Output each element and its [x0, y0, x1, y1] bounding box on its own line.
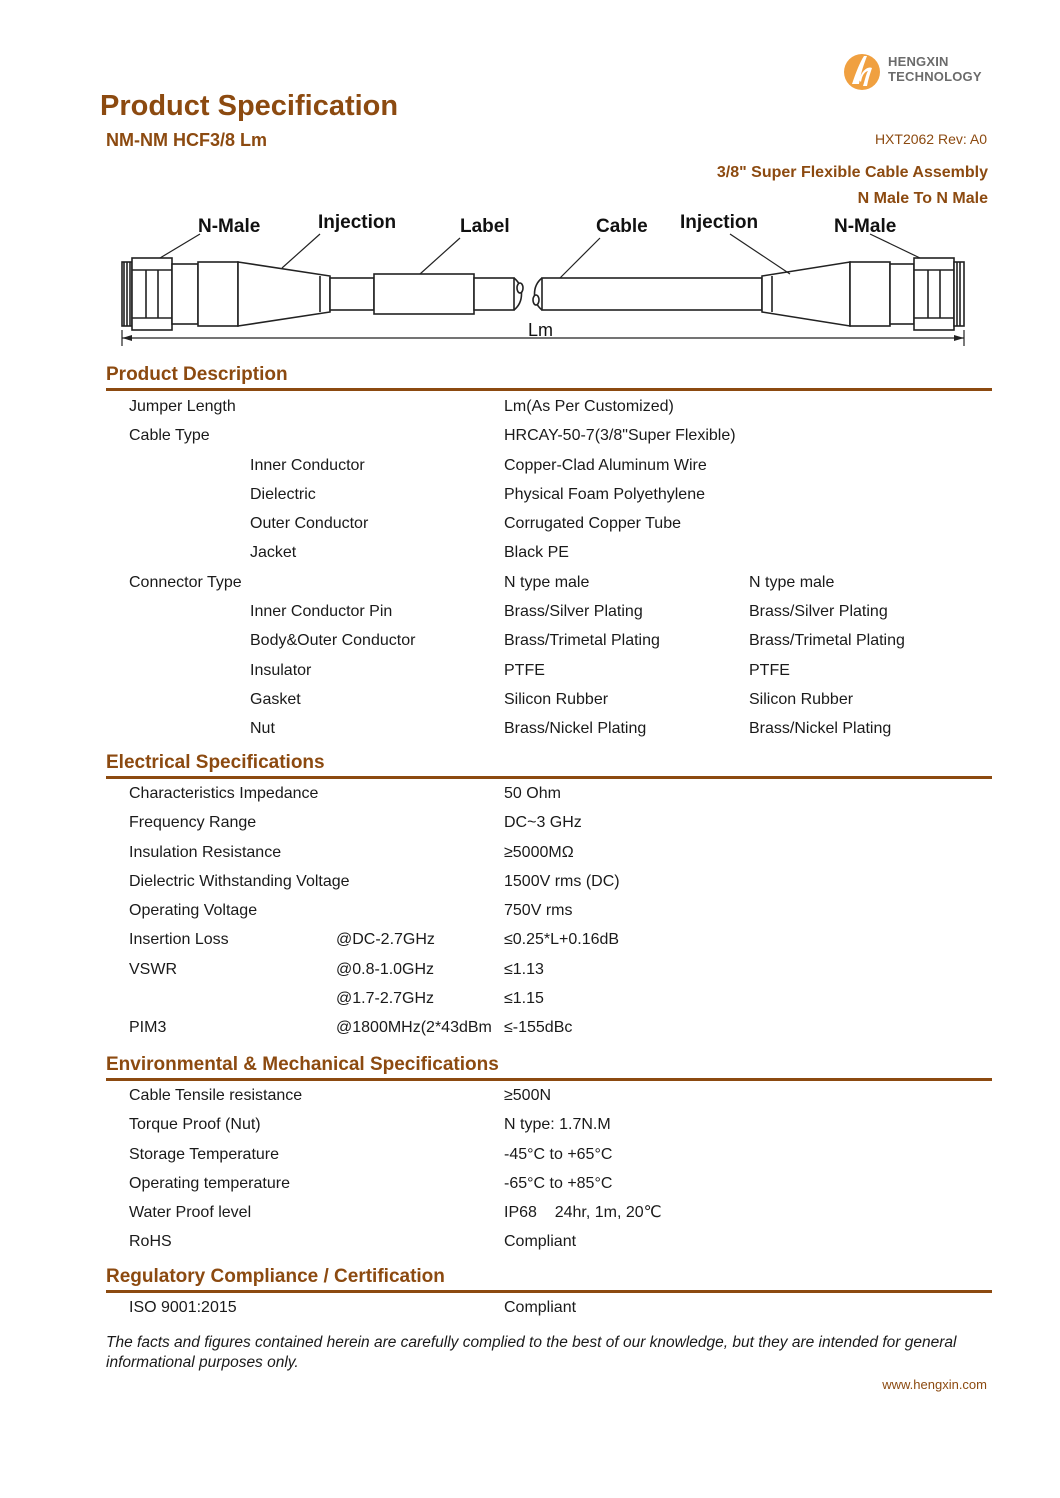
spec-sublabel: Inner Conductor Pin: [250, 603, 393, 621]
spec-label: Operating Voltage: [129, 902, 258, 920]
spec-sublabel: Insulator: [250, 661, 312, 679]
spec-label: Jumper Length: [129, 398, 236, 415]
spec-value: 1500V rms (DC): [504, 872, 620, 890]
label-sleeve: [374, 274, 474, 314]
environmental-section: [106, 1053, 992, 1257]
spec-label: Storage Temperature: [129, 1145, 280, 1163]
left-injection-boot: [238, 262, 330, 326]
part-number: NM-NM HCF3/8 Lm: [106, 130, 267, 150]
spec-row: [106, 451, 992, 480]
spec-label: Dielectric Withstanding Voltage: [129, 872, 350, 890]
spec-value: N type: 1.7N.M: [504, 1116, 611, 1134]
spec-label: RoHS: [129, 1233, 172, 1251]
spec-value: ≤0.25*L+0.16dB: [504, 931, 620, 949]
spec-value: IP68 24hr, 1m, 20℃: [504, 1204, 662, 1222]
spec-value-2: Brass/Nickel Plating: [749, 720, 892, 738]
electrical-heading: Electrical Specifications: [106, 752, 325, 773]
spec-value: -65°C to +85°C: [504, 1174, 613, 1192]
spec-label: Frequency Range: [129, 814, 257, 832]
spec-value-2: Brass/Silver Plating: [749, 603, 888, 621]
cable-assembly-drawing: [110, 206, 970, 356]
spec-row: [106, 925, 992, 954]
spec-label: Cable Tensile resistance: [129, 1087, 303, 1104]
disclaimer-text: The facts and figures contained herein are carefully complied to the best of our knowledge, but they are intended for general informational purposes only.: [106, 1334, 957, 1371]
spec-row: [106, 779, 992, 808]
spec-value: Copper-Clad Aluminum Wire: [504, 456, 707, 474]
product-description-section: [106, 363, 992, 744]
drawing-label-n-male-left: N-Male: [198, 216, 261, 237]
spec-row: [106, 1227, 992, 1256]
section-rule: [106, 388, 992, 391]
spec-value: Black PE: [504, 544, 569, 562]
product-description-heading: Product Description: [106, 364, 288, 385]
spec-row: [106, 480, 992, 509]
spec-label: Cable Type: [129, 427, 210, 445]
electrical-section: [106, 751, 992, 1043]
spec-label: ISO 9001:2015: [129, 1299, 237, 1316]
brand-line-1: HENGXIN: [888, 54, 949, 69]
environmental-heading: Environmental & Mechanical Specifications: [106, 1054, 499, 1075]
spec-condition: @0.8-1.0GHz: [336, 960, 435, 978]
spec-row: [106, 984, 992, 1013]
spec-label: Water Proof level: [129, 1204, 252, 1222]
spec-row: [106, 808, 992, 837]
spec-value: Lm(As Per Customized): [504, 398, 674, 415]
regulatory-section: [106, 1265, 992, 1322]
spec-label: Connector Type: [129, 573, 242, 591]
spec-value: ≤1.15: [504, 990, 544, 1008]
spec-value: ≥5000MΩ: [504, 843, 574, 861]
spec-value: ≥500N: [504, 1087, 552, 1104]
dimension-label: Lm: [528, 320, 554, 340]
spec-sublabel: Inner Conductor: [250, 456, 365, 474]
spec-row: [106, 1293, 992, 1322]
spec-value: PTFE: [504, 661, 545, 679]
spec-value: Compliant: [504, 1233, 577, 1251]
spec-row: [106, 392, 992, 421]
spec-row: [106, 1110, 992, 1139]
spec-sublabel: Nut: [250, 720, 275, 738]
spec-value-2: PTFE: [749, 661, 790, 679]
spec-row: [106, 1169, 992, 1198]
spec-row: [106, 597, 992, 626]
spec-value: Brass/Silver Plating: [504, 603, 643, 621]
spec-value: 50 Ohm: [504, 785, 561, 802]
spec-sublabel: Gasket: [250, 690, 301, 708]
connector-subtitle: N Male To N Male: [857, 190, 988, 207]
spec-row: [106, 509, 992, 538]
spec-value-2: Silicon Rubber: [749, 690, 854, 708]
spec-condition: @DC-2.7GHz: [336, 931, 435, 949]
spec-row: [106, 538, 992, 567]
spec-value: Silicon Rubber: [504, 690, 609, 708]
document-revision: HXT2062 Rev: A0: [874, 131, 987, 147]
spec-row: [106, 656, 992, 685]
spec-row: [106, 896, 992, 925]
spec-row: [106, 1013, 992, 1042]
product-subtitle: 3/8" Super Flexible Cable Assembly: [716, 164, 988, 181]
spec-value: ≤1.13: [504, 960, 544, 978]
left-hex-nut: [132, 258, 172, 330]
drawing-label-n-male-right: N-Male: [834, 216, 897, 237]
spec-label: Torque Proof (Nut): [129, 1116, 261, 1134]
spec-value-2: N type male: [749, 573, 835, 591]
website-link[interactable]: www.hengxin.com: [882, 1377, 987, 1392]
spec-value: N type male: [504, 573, 590, 591]
spec-row: [106, 568, 992, 597]
spec-row: [106, 685, 992, 714]
spec-condition: @1.7-2.7GHz: [336, 990, 435, 1008]
spec-label: Characteristics Impedance: [129, 785, 319, 802]
spec-row: [106, 1081, 992, 1110]
spec-row: [106, 838, 992, 867]
spec-value: 750V rms: [504, 902, 573, 920]
spec-value: Compliant: [504, 1299, 577, 1316]
brand-line-2: TECHNOLOGY: [888, 69, 982, 84]
spec-sublabel: Body&Outer Conductor: [250, 632, 416, 650]
spec-label: Insertion Loss: [129, 931, 229, 949]
spec-value: Brass/Trimetal Plating: [504, 632, 660, 650]
spec-value: DC~3 GHz: [504, 814, 582, 832]
drawing-label-label: Label: [460, 216, 510, 237]
drawing-label-cable: Cable: [596, 216, 648, 237]
spec-value: Brass/Nickel Plating: [504, 720, 647, 738]
spec-value: Physical Foam Polyethylene: [504, 485, 705, 503]
spec-row: [106, 626, 992, 655]
spec-value-2: Brass/Trimetal Plating: [749, 632, 905, 650]
spec-label: Insulation Resistance: [129, 843, 282, 861]
spec-row: [106, 1140, 992, 1169]
spec-condition: @1800MHz(2*43dBm: [336, 1019, 492, 1037]
spec-row: [106, 955, 992, 984]
page-title: Product Specification: [100, 90, 399, 122]
spec-label: Operating temperature: [129, 1174, 290, 1192]
spec-sublabel: Dielectric: [250, 485, 316, 503]
spec-value: HRCAY-50-7(3/8"Super Flexible): [504, 427, 736, 445]
spec-row: [106, 421, 992, 450]
spec-value: Corrugated Copper Tube: [504, 515, 681, 533]
drawing-label-injection-left: Injection: [318, 212, 397, 233]
spec-label: PIM3: [129, 1019, 167, 1037]
spec-value: ≤-155dBc: [504, 1019, 573, 1037]
spec-row: [106, 867, 992, 896]
spec-sublabel: Jacket: [250, 544, 297, 562]
spec-row: [106, 1198, 992, 1227]
regulatory-heading: Regulatory Compliance / Certification: [106, 1266, 445, 1287]
spec-value: -45°C to +65°C: [504, 1145, 613, 1163]
brand-name: [888, 54, 982, 84]
spec-row: [106, 714, 992, 743]
right-injection-boot: [762, 262, 850, 326]
spec-label: VSWR: [129, 960, 177, 978]
drawing-label-injection-right: Injection: [680, 212, 759, 233]
right-nut-knurl: [954, 262, 964, 326]
right-hex-nut: [914, 258, 954, 330]
spec-sublabel: Outer Conductor: [250, 515, 369, 533]
